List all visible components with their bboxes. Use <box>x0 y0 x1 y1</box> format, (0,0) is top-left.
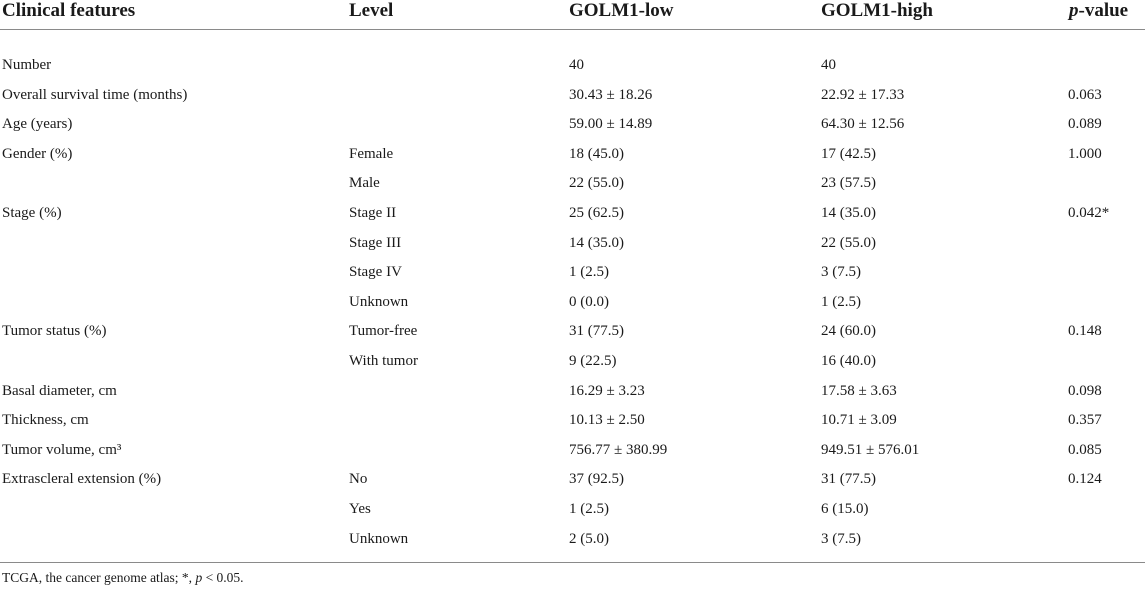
cell-level: Tumor-free <box>349 323 418 339</box>
header-p-value <box>1069 0 1128 22</box>
footnote-p-letter: p <box>195 570 203 585</box>
cell-golm1-low: 2 (5.0) <box>569 531 609 547</box>
cell-golm1-low: 59.00 ± 14.89 <box>569 116 653 132</box>
cell-clinical-feature: Stage (%) <box>2 205 62 221</box>
cell-level: Stage III <box>349 235 402 251</box>
cell-golm1-high: 17.58 ± 3.63 <box>821 383 897 399</box>
cell-golm1-high: 949.51 ± 576.01 <box>821 442 920 458</box>
cell-golm1-high: 3 (7.5) <box>821 264 861 280</box>
cell-golm1-high: 22.92 ± 17.33 <box>821 87 905 103</box>
cell-golm1-high: 3 (7.5) <box>821 531 861 547</box>
cell-golm1-low: 1 (2.5) <box>569 264 609 280</box>
footnote-text-1: TCGA, the cancer genome atlas; *, <box>2 570 196 585</box>
cell-golm1-low: 18 (45.0) <box>569 146 624 162</box>
cell-level: Stage II <box>349 205 397 221</box>
cell-level: Unknown <box>349 294 409 310</box>
header-clinical-features: Clinical features <box>2 0 136 21</box>
header-golm1-low: GOLM1-low <box>569 0 674 21</box>
cell-golm1-high: 14 (35.0) <box>821 205 876 221</box>
cell-clinical-feature: Extrascleral extension (%) <box>2 471 162 487</box>
cell-level: Male <box>349 175 380 191</box>
cell-golm1-low: 10.13 ± 2.50 <box>569 412 645 428</box>
cell-golm1-high: 17 (42.5) <box>821 146 876 162</box>
cell-golm1-low: 0 (0.0) <box>569 294 609 310</box>
cell-level: With tumor <box>349 353 418 369</box>
header-p-suffix: -value <box>1078 0 1129 21</box>
cell-level: Unknown <box>349 531 409 547</box>
cell-p-value: 0.124 <box>1068 471 1102 487</box>
cell-level: No <box>349 471 368 487</box>
cell-golm1-low: 14 (35.0) <box>569 235 624 251</box>
cell-golm1-low: 40 <box>569 57 584 73</box>
cell-p-value: 0.357 <box>1068 412 1102 428</box>
cell-golm1-high: 22 (55.0) <box>821 235 876 251</box>
cell-golm1-low: 31 (77.5) <box>569 323 624 339</box>
cell-clinical-feature: Basal diameter, cm <box>2 383 117 399</box>
cell-clinical-feature: Overall survival time (months) <box>2 87 188 103</box>
cell-golm1-low: 1 (2.5) <box>569 501 609 517</box>
cell-p-value: 0.098 <box>1068 383 1102 399</box>
cell-p-value: 0.085 <box>1068 442 1102 458</box>
header-level: Level <box>349 0 394 21</box>
cell-level: Stage IV <box>349 264 402 280</box>
cell-level: Female <box>349 146 394 162</box>
cell-clinical-feature: Tumor status (%) <box>2 323 107 339</box>
cell-golm1-low: 37 (92.5) <box>569 471 624 487</box>
footnote-text-2: < 0.05. <box>202 570 244 585</box>
cell-p-value: 0.063 <box>1068 87 1102 103</box>
footnote <box>2 570 244 586</box>
cell-clinical-feature: Tumor volume, cm³ <box>2 442 122 458</box>
cell-clinical-feature: Thickness, cm <box>2 412 89 428</box>
cell-golm1-high: 1 (2.5) <box>821 294 861 310</box>
cell-golm1-low: 22 (55.0) <box>569 175 624 191</box>
cell-golm1-low: 9 (22.5) <box>569 353 617 369</box>
cell-golm1-high: 23 (57.5) <box>821 175 876 191</box>
cell-p-value: 1.000 <box>1068 146 1102 162</box>
cell-golm1-high: 31 (77.5) <box>821 471 876 487</box>
cell-golm1-high: 6 (15.0) <box>821 501 869 517</box>
cell-golm1-high: 64.30 ± 12.56 <box>821 116 905 132</box>
cell-golm1-high: 16 (40.0) <box>821 353 876 369</box>
cell-p-value: 0.148 <box>1068 323 1102 339</box>
header-p-letter: p <box>1069 0 1079 21</box>
cell-level: Yes <box>349 501 371 517</box>
cell-p-value: 0.089 <box>1068 116 1102 132</box>
header-golm1-high: GOLM1-high <box>821 0 933 21</box>
top-rule <box>0 29 1145 30</box>
cell-golm1-low: 16.29 ± 3.23 <box>569 383 645 399</box>
cell-golm1-high: 10.71 ± 3.09 <box>821 412 897 428</box>
cell-p-value: 0.042* <box>1068 205 1110 221</box>
bottom-rule <box>0 562 1145 563</box>
cell-clinical-feature: Number <box>2 57 52 73</box>
cell-clinical-feature: Age (years) <box>2 116 73 132</box>
cell-golm1-low: 756.77 ± 380.99 <box>569 442 668 458</box>
cell-golm1-high: 40 <box>821 57 836 73</box>
cell-clinical-feature: Gender (%) <box>2 146 73 162</box>
cell-golm1-low: 25 (62.5) <box>569 205 624 221</box>
cell-golm1-high: 24 (60.0) <box>821 323 876 339</box>
cell-golm1-low: 30.43 ± 18.26 <box>569 87 653 103</box>
